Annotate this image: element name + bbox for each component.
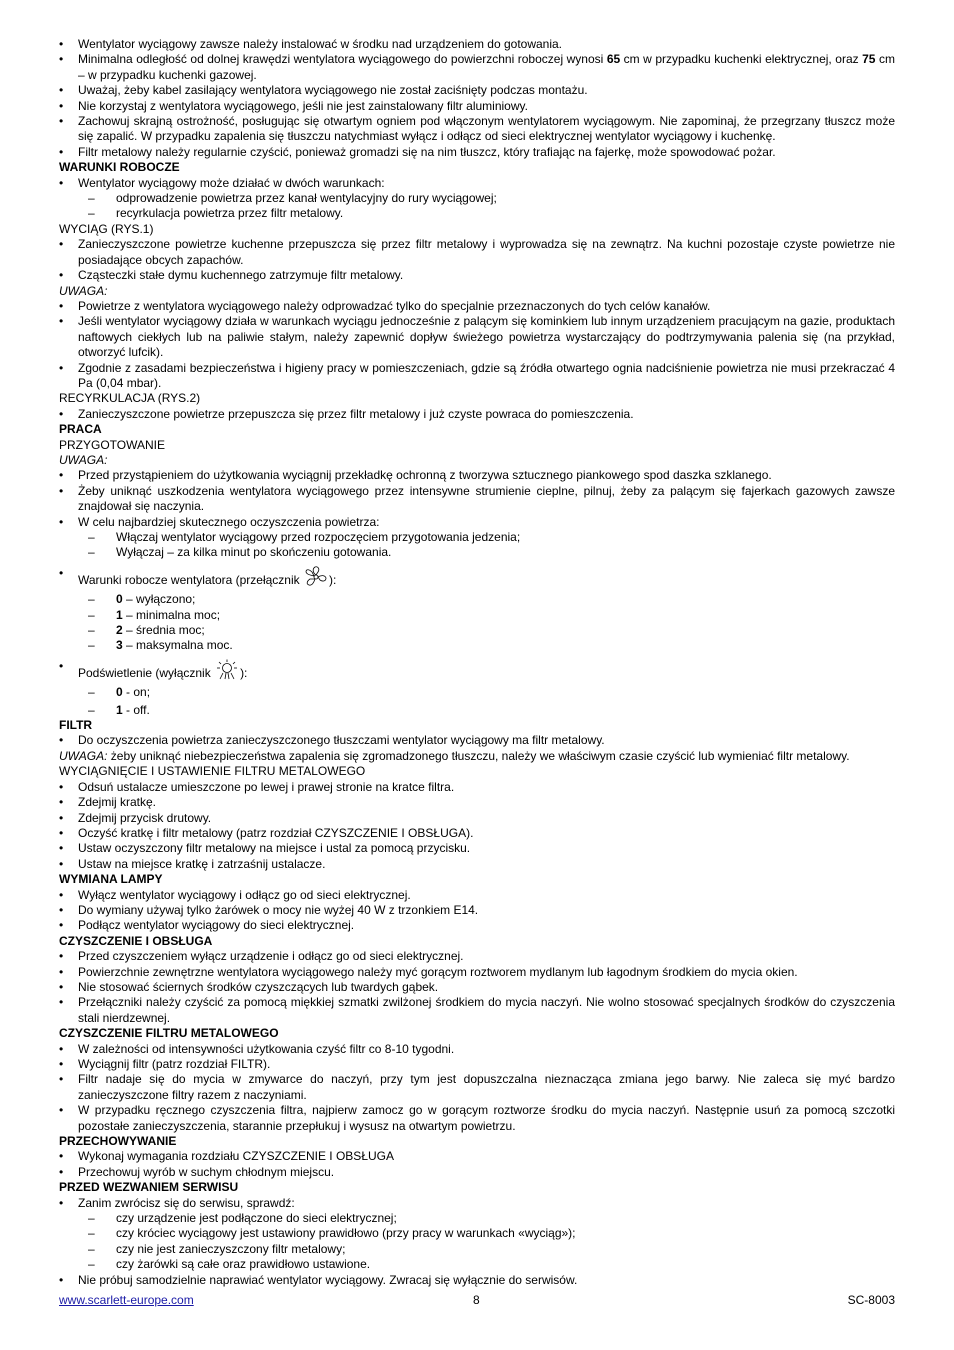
text: cm – w przypadku kuchenki gazowej. [78, 52, 895, 82]
dash-item: – czy nie jest zanieczyszczony filtr metalowy; [59, 1242, 895, 1257]
list-item: • Przed czyszczeniem wyłącz urządzenie i odłącz go od sieci elektrycznej. [59, 949, 895, 964]
text: ): [328, 572, 337, 587]
section-heading: CZYSZCZENIE FILTRU METALOWEGO [59, 1026, 279, 1041]
list-item: • Zachowuj skrajną ostrożność, posługując się otwartym ogniem pod włączonym wentylatorem wyciągowym. Nie zapominaj, że przegrzany tłuszcz może się zapalić. W przypadku zapalenia się tłuszczu natychmiast wyłącz i odłącz od sieci elektrycznej wentylator wyciągowy i kuchenkę. [59, 114, 895, 145]
list-item: • Odsuń ustalacze umieszczone po lewej i prawej stronie na kratce filtra. [59, 780, 895, 795]
list-item [59, 52, 895, 83]
section-heading: PRZECHOWYWANIE [59, 1134, 177, 1149]
list-item: • Filtr metalowy należy regularnie czyścić, ponieważ gromadzi się na nim tłuszcz, który trafiając na fajerkę, może spowodować pożar. [59, 145, 895, 160]
subsection-heading: WYCIĄGNIĘCIE I USTAWIENIE FILTRU METALOWEGO [59, 764, 366, 779]
list-item [59, 659, 895, 685]
subsection-heading: RECYRKULACJA (RYS.2) [59, 391, 201, 406]
model-number: SC-8003 [847, 1293, 895, 1307]
section-heading: WYMIANA LAMPY [59, 872, 163, 887]
dash-item [59, 703, 895, 718]
list-item: • Filtr nadaje się do mycia w zmywarce do naczyń, przy tym jest dopuszczalna nieznacząca zmiana jego barwy. Nie zaleca się myć bardzo zanieczyszczone filtry razem z naczyniami. [59, 1072, 895, 1103]
subsection-heading: PRZYGOTOWANIE [59, 437, 166, 452]
list-item: • Wyciągnij filtr (patrz rozdział FILTR). [59, 1057, 895, 1072]
list-item: • Przechowuj wyrób w suchym chłodnym miejscu. [59, 1165, 895, 1180]
mode-number: 0 [116, 592, 123, 607]
list-item: • Powierzchnie zewnętrzne wentylatora wyciągowego należy myć gorącym roztworem mydlanym lub łagodnym środkiem do mycia okien. [59, 965, 895, 980]
list-item: • Wentylator wyciągowy może działać w dwóch warunkach: [59, 176, 895, 191]
list-item: • Żeby uniknąć uszkodzenia wentylatora wyciągowego przez intensywne strumienie cieplne, pilnuj, żeby za palącym się fajerkach gazowych zawsze znajdował się naczynia. [59, 484, 895, 515]
list-item: • W celu najbardziej skutecznego oczyszczenia powietrza: [59, 515, 895, 530]
dash-item: – czy króciec wyciągowy jest ustawiony prawidłowo (przy pracy w warunkach «wyciąg»); [59, 1226, 895, 1241]
list-item: • Oczyść kratkę i filtr metalowy (patrz rozdział CZYSZCZENIE I OBSŁUGA). [59, 826, 895, 841]
list-item: • Przełączniki należy czyścić za pomocą miękkiej szmatki zwilżonej środkiem do mycia naczyń. Nie wolno stosować specjalnych środków do czyszczenia stali nierdzewnej. [59, 995, 895, 1026]
list-item: • Nie korzystaj z wentylatora wyciągowego, jeśli nie jest zainstalowany filtr aluminiowy. [59, 99, 895, 114]
list-item [59, 566, 895, 592]
text: ): [240, 665, 248, 680]
text: Minimalna odległość od dolnej krawędzi wentylatora wyciągowego do powierzchni roboczej wynosi [78, 52, 607, 67]
dash-item: – czy żarówki są całe oraz prawidłowo ustawione. [59, 1257, 895, 1272]
section-heading: CZYSZCZENIE I OBSŁUGA [59, 933, 213, 948]
mode-label: – minimalna moc; [122, 607, 221, 622]
dash-item: – Wyłączaj – za kilka minut po skończeniu gotowania. [59, 545, 895, 560]
list-item: • Nie stosować ściernych środków czyszczących lub twardych gąbek. [59, 980, 895, 995]
note-label: UWAGA: [59, 283, 108, 298]
mode-number: 3 [116, 638, 123, 653]
dash-item [59, 685, 895, 700]
dash-item [59, 638, 895, 653]
text: Podświetlenie (wyłącznik [78, 665, 215, 680]
note-label: UWAGA: [59, 452, 108, 467]
dash-item [59, 592, 895, 607]
list-item: • Przed przystąpieniem do użytkowania wyciągnij przekładkę ochronną z tworzywa sztucznego piankowego spod daszka szklanego. [59, 468, 895, 483]
list-item: • Zgodnie z zasadami bezpieczeństwa i higieny pracy w pomieszczeniach, gdzie są źródła otwartego ognia nadciśnienie powietrza nie musi przekraczać 4 Pa (0,04 mbar). [59, 361, 895, 392]
page-number: 8 [473, 1293, 480, 1307]
dash-item: – recyrkulacja powietrza przez filtr metalowy. [59, 206, 895, 221]
list-item: • Zanieczyszczone powietrze kuchenne przepuszcza się przez filtr metalowy i wyprowadza się na zewnątrz. Na kuchni pozostaje czyste powietrze nie posiadające obcych zapachów. [59, 237, 895, 268]
list-item: • Do oczyszczenia powietrza zanieczyszczonego tłuszczami wentylator wyciągowy ma filtr metalowy. [59, 733, 895, 748]
list-item: • Ustaw na miejsce kratkę i zatrzaśnij ustalacze. [59, 857, 895, 872]
distance-gas: 75 [862, 52, 876, 67]
dash-item: – czy urządzenie jest podłączone do sieci elektrycznej; [59, 1211, 895, 1226]
mode-label: - on; [122, 685, 151, 700]
list-item: • Ustaw oczyszczony filtr metalowy na miejsce i ustal za pomocą przycisku. [59, 841, 895, 856]
list-item: • W przypadku ręcznego czyszczenia filtra, najpierw zamocz go w gorącym roztworze środku do mycia naczyń. Następnie usuń za pomocą szczotki pozostałe zanieczyszczenia, starannie przepłukuj i wysusz na otwartym powietrzu. [59, 1103, 895, 1134]
list-item: • Do wymiany używaj tylko żarówek o mocy nie wyżej 40 W z trzonkiem E14. [59, 903, 895, 918]
list-item: • Wykonaj wymagania rozdziału CZYSZCZENIE I OBSŁUGA [59, 1149, 895, 1164]
list-item: • Uważaj, żeby kabel zasilający wentylatora wyciągowego nie został zaciśnięty podczas montażu. [59, 83, 895, 98]
dash-item [59, 623, 895, 638]
mode-number: 1 [116, 607, 123, 622]
text: żeby uniknąć niebezpieczeństwa zapalenia się zgromadzonego tłuszczu, należy we właściwym czasie czyścić lub wymieniać filtr metalowy. [107, 748, 850, 763]
list-item: • Podłącz wentylator wyciągowy do sieci elektrycznej. [59, 918, 895, 933]
dash-item [59, 608, 895, 623]
website-link[interactable]: www.scarlett-europe.com [59, 1293, 194, 1307]
list-item: • Wentylator wyciągowy zawsze należy instalować w środku nad urządzeniem do gotowania. [59, 37, 895, 52]
fan-icon [304, 566, 328, 592]
mode-number: 0 [116, 685, 123, 700]
list-item: • Nie próbuj samodzielnie naprawiać wentylator wyciągowy. Zwracaj się wyłącznie do serwisów. [59, 1273, 895, 1288]
text: cm w przypadku kuchenki elektrycznej, oraz [620, 52, 863, 67]
dash-item: – Włączaj wentylator wyciągowy przed rozpoczęciem przygotowania jedzenia; [59, 530, 895, 545]
light-bulb-icon [215, 659, 239, 685]
list-item: • Zanieczyszczone powietrze przepuszcza się przez filtr metalowy i już czyste powraca do pomieszczenia. [59, 407, 895, 422]
mode-number: 2 [116, 623, 123, 638]
list-item: • Wyłącz wentylator wyciągowy i odłącz go od sieci elektrycznej. [59, 888, 895, 903]
mode-number: 1 [116, 702, 123, 717]
section-heading: PRZED WEZWANIEM SERWISU [59, 1180, 239, 1195]
subsection-heading: WYCIĄG (RYS.1) [59, 221, 154, 236]
manual-page [59, 37, 895, 1288]
list-item: • Jeśli wentylator wyciągowy działa w warunkach wyciągu jednocześnie z palącym się kominkiem lub innym urządzeniem pracującym na gazie, produktach naftowych ciekłych lub na paliwie stałym, należy zapewnić dopływ świeżego powietrza wystarczający do podtrzymywania palenia się (na przykład, otworzyć lufcik). [59, 314, 895, 360]
section-heading: FILTR [59, 718, 93, 733]
list-item: • W zależności od intensywności użytkowania czyść filtr co 8-10 tygodni. [59, 1042, 895, 1057]
section-heading: PRACA [59, 422, 102, 437]
dash-item: – odprowadzenie powietrza przez kanał wentylacyjny do rury wyciągowej; [59, 191, 895, 206]
list-item: • Zdejmij przycisk drutowy. [59, 811, 895, 826]
section-heading: WARUNKI ROBOCZE [59, 160, 180, 175]
list-item: • Zdejmij kratkę. [59, 795, 895, 810]
mode-label: – wyłączono; [122, 592, 196, 607]
note-label: UWAGA: [59, 748, 108, 763]
list-item: • Powietrze z wentylatora wyciągowego należy odprowadzać tylko do specjalnie przeznaczonych do tych celów kanałów. [59, 299, 895, 314]
list-item: • Zanim zwrócisz się do serwisu, sprawdź: [59, 1196, 895, 1211]
mode-label: – średnia moc; [122, 623, 205, 638]
page-footer [59, 1293, 895, 1309]
note-paragraph [59, 749, 895, 764]
list-item: • Cząsteczki stałe dymu kuchennego zatrzymuje filtr metalowy. [59, 268, 895, 283]
mode-label: - off. [122, 702, 150, 717]
distance-electric: 65 [606, 52, 621, 67]
text: Warunki robocze wentylatora (przełącznik [78, 572, 303, 587]
mode-label: – maksymalna moc. [122, 638, 233, 653]
